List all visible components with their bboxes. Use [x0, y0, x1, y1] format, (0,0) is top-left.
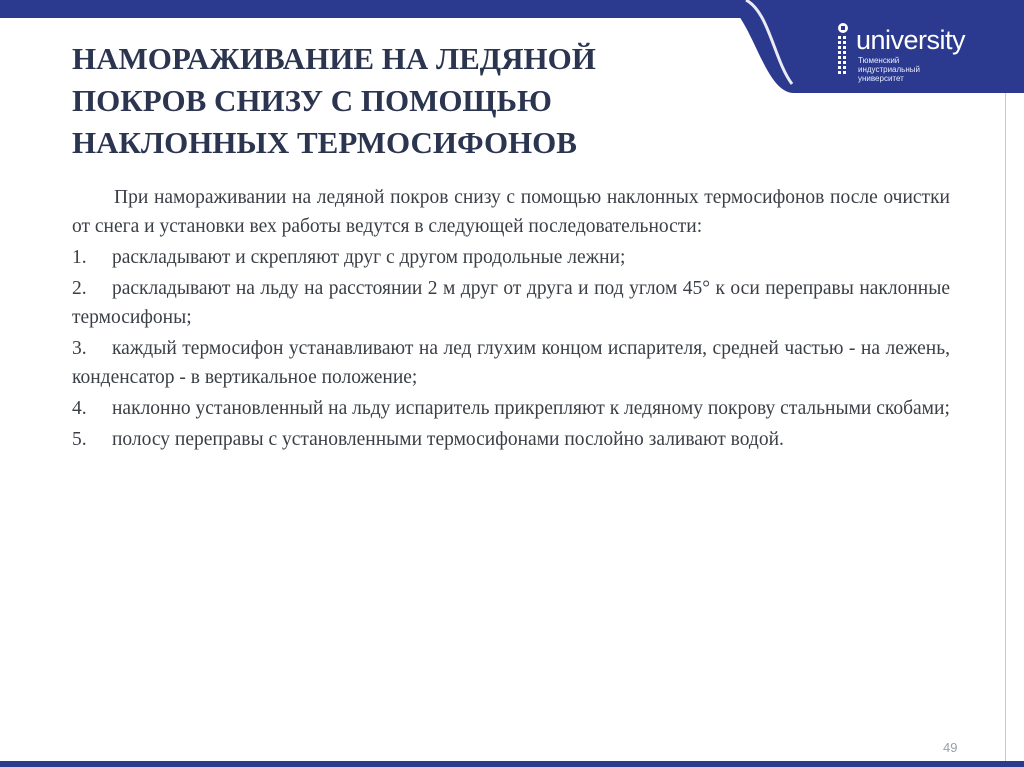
logo-subtitle	[858, 56, 948, 83]
logo-subtitle-line: университет	[858, 74, 904, 83]
list-item	[72, 394, 950, 423]
list-item	[72, 425, 950, 454]
list-item-text: каждый термосифон устанавливают на лед глухим концом испарителя, средней частью - на лежень, конденсатор - в вертикальное положение;	[72, 338, 950, 388]
list-item	[72, 274, 950, 332]
logo-subtitle-line: индустриальный	[858, 65, 920, 74]
list-item-number: 1.	[72, 247, 87, 268]
intro-paragraph: При намораживании на ледяной покров снизу с помощью наклонных термосифонов после очистки от снега и установки вех работы ведутся в следующей последовательности:	[72, 187, 950, 237]
list-item-text: наклонно установленный на льду испаритель прикрепляют к ледяному покрову стальными скобами;	[112, 398, 950, 419]
right-divider	[1005, 93, 1006, 761]
university-logo	[834, 20, 964, 90]
list-item-text: раскладывают и скрепляют друг с другом продольные лежни;	[112, 247, 626, 268]
university-logo-icon	[834, 22, 852, 80]
list-item-number: 2.	[72, 278, 87, 299]
slide-title-line: ПОКРОВ СНИЗУ С ПОМОЩЬЮ	[72, 83, 552, 118]
list-item	[72, 334, 950, 392]
slide-title-line: НАМОРАЖИВАНИЕ НА ЛЕДЯНОЙ	[72, 41, 596, 76]
list-item-text: раскладывают на льду на расстоянии 2 м друг от друга и под углом 45° к оси переправы наклонные термосифоны;	[72, 278, 950, 328]
slide-body	[72, 183, 950, 454]
page-number: 49	[943, 740, 958, 755]
slide-title	[72, 38, 732, 164]
bottom-brand-bar	[0, 761, 1024, 767]
list-item-number: 4.	[72, 398, 87, 419]
list-item-number: 5.	[72, 429, 87, 450]
list-item	[72, 243, 950, 272]
list-item-text: полосу переправы с установленными термосифонами послойно заливают водой.	[112, 429, 784, 450]
slide-title-line: НАКЛОННЫХ ТЕРМОСИФОНОВ	[72, 125, 577, 160]
logo-wordmark: university	[856, 25, 966, 55]
logo-subtitle-line: Тюменский	[858, 56, 900, 65]
list-item-number: 3.	[72, 338, 87, 359]
